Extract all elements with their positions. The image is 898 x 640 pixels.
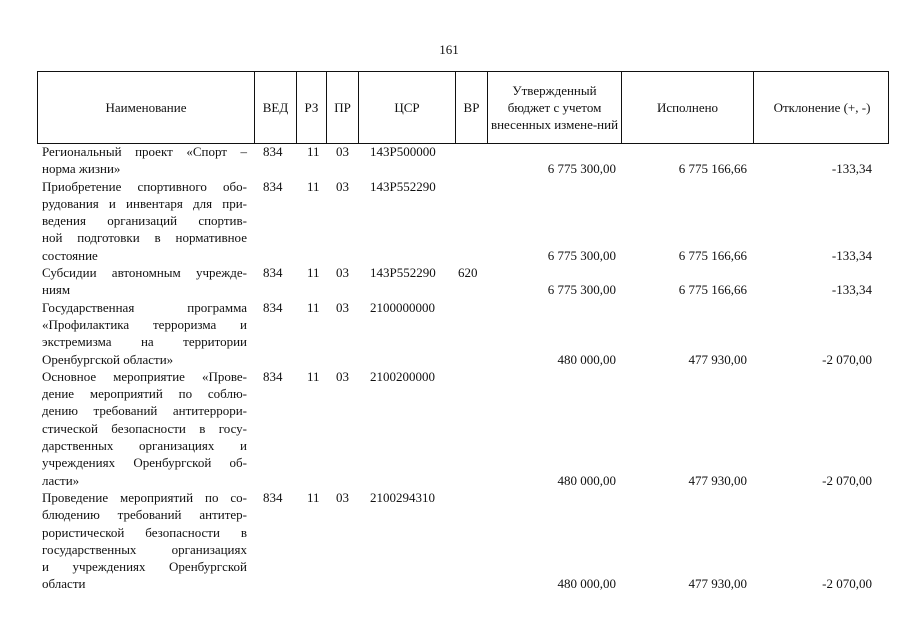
- cell-csr: 2100200000: [370, 368, 435, 384]
- header-ved: ВЕД: [255, 72, 297, 143]
- row-name-line: Государственная программа: [42, 299, 247, 315]
- cell-rz: 11: [307, 489, 320, 505]
- cell-budget: 480 000,00: [557, 576, 616, 592]
- table-body: [37, 143, 889, 593]
- cell-csr: 143P552290: [370, 265, 436, 281]
- cell-executed: 477 930,00: [688, 576, 747, 592]
- cell-csr: 2100294310: [370, 489, 435, 505]
- row-name-line: и учреждениях Оренбургской: [42, 559, 247, 575]
- cell-ved: 834: [263, 368, 283, 384]
- row-name-line: блюдению требований антитер-: [42, 507, 247, 523]
- table-row: [37, 368, 889, 489]
- cell-executed: 6 775 166,66: [678, 282, 747, 298]
- row-name: [42, 143, 247, 178]
- row-name: [42, 299, 247, 368]
- header-budget: Утвержденный бюджет с учетом внесенных измене-ний: [488, 72, 622, 143]
- row-name-line: учреждениях Оренбургской об-: [42, 455, 247, 471]
- cell-deviation: -133,34: [831, 161, 872, 177]
- cell-deviation: -2 070,00: [822, 576, 872, 592]
- table-row: [37, 143, 889, 178]
- row-name-line: стической безопасности в госу-: [42, 420, 247, 436]
- row-name-line: ласти»: [42, 472, 80, 488]
- cell-deviation: -133,34: [831, 247, 872, 263]
- cell-ved: 834: [263, 299, 283, 315]
- table-row: [37, 299, 889, 368]
- row-name-line: норма жизни»: [42, 161, 121, 177]
- row-name-line: ной подготовки в нормативное: [42, 230, 247, 246]
- cell-ved: 834: [263, 144, 283, 159]
- cell-vr: 620: [458, 265, 478, 281]
- cell-executed: 6 775 166,66: [678, 247, 747, 263]
- cell-budget: 6 775 300,00: [547, 282, 616, 298]
- table-row: [37, 178, 889, 265]
- header-rz: РЗ: [297, 72, 327, 143]
- cell-executed: 477 930,00: [688, 351, 747, 367]
- row-name-line: Проведение мероприятий по со-: [42, 489, 247, 505]
- cell-executed: 6 775 166,66: [678, 161, 747, 177]
- header-name: Наименование: [38, 72, 255, 143]
- row-name: [42, 368, 247, 489]
- row-name: [42, 178, 247, 264]
- cell-budget: 480 000,00: [557, 472, 616, 488]
- row-name-line: дению требований антитеррори-: [42, 403, 247, 419]
- row-name-line: рудования и инвентаря для при-: [42, 195, 247, 211]
- row-name-line: экстремизма на территории: [42, 334, 247, 350]
- cell-budget: 6 775 300,00: [547, 247, 616, 263]
- table-row: [37, 489, 889, 593]
- header-csr: ЦСР: [359, 72, 456, 143]
- cell-rz: 11: [307, 178, 320, 194]
- cell-deviation: -2 070,00: [822, 472, 872, 488]
- row-name-line: Региональный проект «Спорт –: [42, 144, 247, 159]
- table-header: [37, 71, 889, 144]
- cell-rz: 11: [307, 299, 320, 315]
- cell-pr: 03: [336, 178, 349, 194]
- cell-pr: 03: [336, 368, 349, 384]
- header-vr: ВР: [456, 72, 488, 143]
- row-name-line: рористической безопасности в: [42, 524, 247, 540]
- cell-budget: 480 000,00: [557, 351, 616, 367]
- row-name-line: области: [42, 576, 86, 592]
- row-name-line: «Профилактика терроризма и: [42, 316, 247, 332]
- row-name-line: Приобретение спортивного обо-: [42, 178, 247, 194]
- row-name-line: Основное мероприятие «Прове-: [42, 368, 247, 384]
- cell-budget: 6 775 300,00: [547, 161, 616, 177]
- row-name-line: состояние: [42, 247, 98, 263]
- cell-deviation: -133,34: [831, 282, 872, 298]
- cell-rz: 11: [307, 144, 320, 159]
- cell-csr: 143P552290: [370, 178, 436, 194]
- cell-deviation: -2 070,00: [822, 351, 872, 367]
- cell-ved: 834: [263, 265, 283, 281]
- table-row: [37, 264, 889, 299]
- row-name: [42, 489, 247, 593]
- row-name-line: ведения организаций спортив-: [42, 213, 247, 229]
- cell-executed: 477 930,00: [688, 472, 747, 488]
- cell-pr: 03: [336, 299, 349, 315]
- cell-ved: 834: [263, 178, 283, 194]
- cell-pr: 03: [336, 265, 349, 281]
- row-name-line: дение мероприятий по соблю-: [42, 386, 247, 402]
- row-name-line: Оренбургской области»: [42, 351, 174, 367]
- row-name-line: Субсидии автономным учрежде-: [42, 265, 247, 281]
- cell-csr: 2100000000: [370, 299, 435, 315]
- cell-pr: 03: [336, 144, 349, 159]
- header-deviation: Отклонение (+, -): [773, 100, 871, 115]
- cell-csr: 143P500000: [370, 144, 436, 159]
- cell-rz: 11: [307, 368, 320, 384]
- header-pr: ПР: [327, 72, 359, 143]
- row-name: [42, 264, 247, 299]
- cell-ved: 834: [263, 489, 283, 505]
- row-name-line: дарственных организациях и: [42, 438, 247, 454]
- cell-rz: 11: [307, 265, 320, 281]
- row-name-line: государственных организациях: [42, 541, 247, 557]
- page-number: 161: [439, 42, 459, 57]
- row-name-line: ниям: [42, 282, 71, 298]
- header-executed: Исполнено: [622, 72, 754, 143]
- cell-pr: 03: [336, 489, 349, 505]
